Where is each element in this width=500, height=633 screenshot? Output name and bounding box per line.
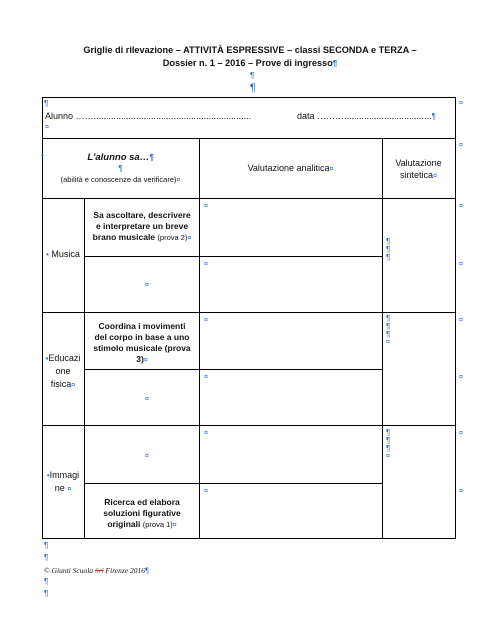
cell-end-mark: ¤ (67, 486, 72, 493)
cell-end-mark: ¤ (45, 124, 49, 131)
title-line-2: Dossier n. 1 – 2016 – Prove di ingresso (162, 58, 333, 68)
skill-line: del corpo in base a uno (94, 332, 190, 342)
pilcrow-mark: ¶ (431, 112, 436, 121)
subject-label-line: Immagi (49, 470, 80, 480)
cell-end-mark: ¤ (204, 317, 208, 324)
cell-end-mark: ¤ (145, 453, 149, 460)
cell-end-mark: ¤ (176, 177, 181, 184)
row-end-mark: ¤ (459, 261, 463, 268)
subject-label-line: one (55, 366, 71, 376)
skill-line: Sa ascoltare, descrivere (93, 210, 191, 220)
row-end-mark: ¤ (459, 374, 463, 381)
header-analytic-label: Valutazione analitica (247, 163, 330, 173)
cell-end-mark: ¤ (71, 382, 76, 389)
subject-immagine: •Immagi ne ¤ (46, 470, 80, 493)
pilcrow-mark: ¶ (145, 566, 149, 575)
pilcrow-mark: ¶ (250, 71, 255, 80)
pilcrow-mark: ¶ (386, 330, 391, 339)
pilcrow-mark: ¶ (386, 436, 391, 445)
pilcrow-mark: ¶ (44, 577, 49, 586)
skill-line: brano musicale (92, 232, 156, 242)
header-skills-subtitle: (abilità e conoscenze da verificare) (60, 175, 177, 184)
pilcrow-mark: ¶ (386, 428, 391, 437)
copyright-footer (44, 566, 149, 575)
cell-end-mark: ¤ (172, 522, 177, 529)
header-skills-title: L'alunno sa… (87, 152, 150, 163)
header-synthetic-line2: sintetica (400, 170, 434, 180)
synthetic-musica-marks (386, 238, 390, 262)
cell-end-mark: ¤ (329, 166, 334, 173)
cell-end-mark: ¤ (204, 203, 208, 210)
cell-end-mark: ¤ (386, 453, 390, 460)
pilcrow-mark: ¶ (250, 82, 256, 94)
subject-label-line: ne (54, 483, 65, 493)
row-end-mark: ¤ (459, 203, 463, 210)
alunno-dots: ……............................................................... (75, 111, 252, 121)
pilcrow-mark: ¶ (44, 99, 49, 108)
pilcrow-mark: ¶ (386, 245, 391, 254)
skill-art-research (85, 497, 199, 530)
cell-end-mark: ¤ (143, 357, 148, 364)
skill-music-listen (85, 210, 199, 243)
skill-line: e interpretare un breve (95, 221, 189, 231)
subject-educazione-fisica: •Educazi one fisica¤ (42, 352, 84, 391)
row-marker: • (41, 151, 44, 160)
copyright-struck-text: Srl (94, 566, 104, 575)
title-line-1: Griglie di rilevazione – ATTIVITÀ ESPRESSIVE – classi SECONDA e TERZA – (83, 45, 417, 55)
row-end-mark: ¤ (459, 317, 463, 324)
skill-pe-coordinate (85, 321, 199, 365)
skill-line: 3) (136, 354, 144, 364)
subject-musica: • Musica (46, 249, 80, 259)
skill-line: stimolo musicale (prova (93, 343, 191, 353)
skill-line: Coordina i movimenti (98, 321, 186, 331)
row-end-mark: ¤ (459, 100, 463, 107)
pilcrow-mark: ¶ (149, 153, 154, 162)
cell-end-mark: ¤ (145, 282, 149, 289)
cell-end-mark: ¤ (204, 488, 208, 495)
synthetic-pe-marks (386, 315, 390, 346)
row-end-mark: ¤ (459, 488, 463, 495)
document-title (0, 44, 500, 56)
cell-end-mark: ¤ (204, 430, 208, 437)
header-analytic-cell (199, 163, 382, 173)
row-end-mark: ¤ (459, 142, 463, 149)
pilcrow-mark: ¶ (386, 314, 391, 323)
pilcrow-mark: ¶ (44, 589, 49, 598)
student-name-field[interactable] (45, 111, 251, 121)
skill-line: originali (107, 519, 141, 529)
row-end-mark: ¤ (459, 430, 463, 437)
copyright-suffix: Firenze 2016 (105, 566, 146, 575)
pilcrow-mark: ¶ (332, 59, 338, 68)
header-skills-cell (42, 140, 199, 184)
data-label: data (297, 111, 315, 121)
pilcrow-mark: ¶ (44, 541, 49, 550)
data-dots: ………................................... (317, 111, 432, 121)
pilcrow-mark: ¶ (118, 164, 123, 173)
pilcrow-mark: ¶ (386, 444, 391, 453)
pilcrow-mark: ¶ (386, 322, 391, 331)
skill-note: (prova 1) (142, 520, 173, 529)
pilcrow-mark: ¶ (44, 553, 49, 562)
skill-line: soluzioni figurative (103, 508, 181, 518)
copyright-prefix: © Giunti Scuola (44, 566, 94, 575)
pilcrow-mark: ¶ (386, 253, 391, 262)
skill-line: Ricerca ed elabora (104, 497, 180, 507)
cell-end-mark: ¤ (204, 261, 208, 268)
subject-label-line: Educazi (48, 353, 81, 363)
cell-end-mark: ¤ (204, 374, 208, 381)
skill-note: (prova 2) (157, 233, 188, 242)
cell-end-mark: ¤ (187, 235, 192, 242)
document-subtitle (0, 57, 500, 69)
cell-end-mark: ¤ (386, 339, 390, 346)
synthetic-art-marks (386, 429, 390, 460)
cell-end-mark: ¤ (433, 173, 437, 180)
cell-end-mark: ¤ (145, 396, 149, 403)
header-synthetic-cell (382, 157, 455, 181)
subject-label-line: fisica (50, 379, 72, 389)
pilcrow-mark: ¶ (386, 237, 391, 246)
alunno-label: Alunno (45, 111, 74, 121)
subject-label: Musica (51, 249, 80, 259)
header-synthetic-line1: Valutazione (395, 158, 442, 168)
date-field[interactable] (297, 111, 436, 121)
